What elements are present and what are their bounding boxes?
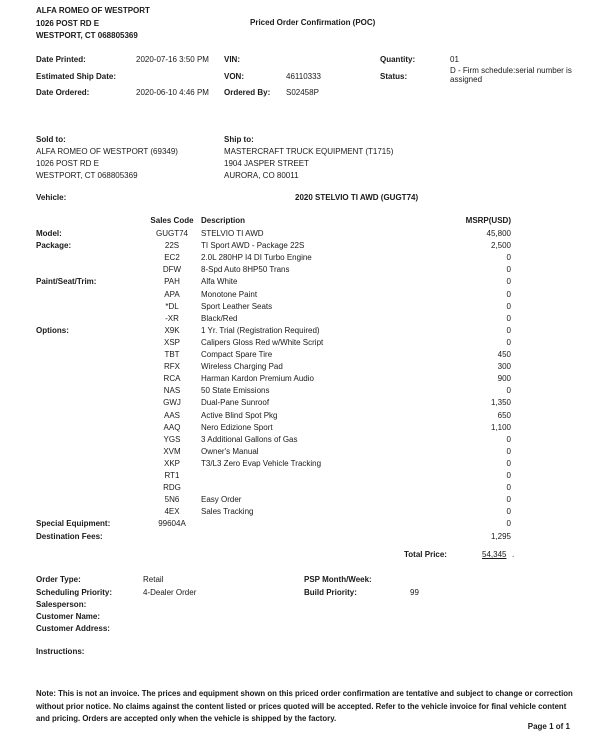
msrp-cell: 45,800 xyxy=(486,229,511,238)
description-cell: 2.0L 280HP I4 DI Turbo Engine xyxy=(201,253,312,263)
table-row xyxy=(0,423,602,435)
build-priority-value: 99 xyxy=(410,588,419,597)
table-row xyxy=(0,411,602,423)
sold-to-line3: WESTPORT, CT 068805369 xyxy=(36,171,138,180)
dealer-address-block xyxy=(36,5,150,43)
quantity-label: Quantity: xyxy=(380,55,416,64)
salesperson-label: Salesperson: xyxy=(36,600,87,609)
table-row xyxy=(0,350,602,362)
ship-to-line3: AURORA, CO 80011 xyxy=(224,171,299,180)
msrp-cell: 1,295 xyxy=(490,531,511,541)
table-header xyxy=(0,216,602,228)
msrp-cell: 900 xyxy=(497,374,511,384)
msrp-cell: 0 xyxy=(506,277,511,287)
ship-to-line1: MASTERCRAFT TRUCK EQUIPMENT (T1715) xyxy=(224,147,394,156)
ship-to-label: Ship to: xyxy=(224,135,254,144)
table-row xyxy=(0,471,602,483)
scheduling-priority-value: 4-Dealer Order xyxy=(143,588,197,597)
sales-code-cell: APA xyxy=(164,289,180,299)
table-row xyxy=(0,435,602,447)
description-cell: Dual-Pane Sunroof xyxy=(201,398,270,408)
sales-code-cell: *DL xyxy=(165,301,179,311)
table-row xyxy=(0,398,602,410)
est-ship-date-label: Estimated Ship Date: xyxy=(36,72,117,81)
msrp-cell: 0 xyxy=(506,289,511,299)
dealer-name: ALFA ROMEO OF WESTPORT xyxy=(36,6,150,15)
sales-code-cell: RFX xyxy=(164,362,180,372)
scheduling-priority-label: Scheduling Priority: xyxy=(36,588,113,597)
description-cell: 50 State Emissions xyxy=(201,386,270,396)
msrp-cell: 0 xyxy=(506,471,511,480)
sales-code-cell: -XR xyxy=(165,313,179,323)
table-row xyxy=(0,519,602,531)
msrp-cell: 300 xyxy=(497,362,511,372)
msrp-cell: 0 xyxy=(506,253,511,263)
msrp-cell: 0 xyxy=(506,265,511,275)
msrp-cell: 650 xyxy=(497,410,511,420)
table-row xyxy=(0,532,602,544)
msrp-cell: 0 xyxy=(506,386,511,396)
category-cell: Package: xyxy=(36,241,72,251)
table-row xyxy=(0,495,602,507)
total-price-period: . xyxy=(512,550,515,559)
status-label: Status: xyxy=(380,72,408,81)
msrp-cell: 0 xyxy=(506,313,511,323)
dealer-address-line1: 1026 POST RD E xyxy=(36,18,100,28)
description-cell: 3 Additional Gallons of Gas xyxy=(201,434,298,444)
table-row xyxy=(0,362,602,374)
sales-code-cell: XKP xyxy=(163,458,180,468)
category-cell: Special Equipment: xyxy=(36,519,111,529)
msrp-cell: 0 xyxy=(506,325,511,335)
msrp-cell: 1,100 xyxy=(490,422,511,432)
description-cell: Calipers Gloss Red w/White Script xyxy=(201,337,324,347)
sales-code-cell: GUGT74 xyxy=(155,229,188,238)
category-cell: Paint/Seat/Trim: xyxy=(36,277,97,287)
msrp-cell: 0 xyxy=(506,458,511,468)
total-price-value: 54,345 xyxy=(482,550,507,559)
table-row xyxy=(0,447,602,459)
msrp-cell: 0 xyxy=(506,483,511,493)
msrp-cell: 0 xyxy=(506,301,511,311)
sales-code-cell: 4EX xyxy=(164,507,180,517)
sales-code-cell: RT1 xyxy=(164,471,180,480)
vehicle-label: Vehicle: xyxy=(36,193,67,202)
date-ordered-value: 2020-06-10 4:46 PM xyxy=(136,88,209,97)
msrp-cell: 1,350 xyxy=(490,398,511,408)
sales-code-cell: NAS xyxy=(163,386,181,396)
table-row xyxy=(0,241,602,253)
msrp-cell: 0 xyxy=(506,495,511,505)
sales-code-cell: XVM xyxy=(163,446,181,456)
sales-code-cell: AAQ xyxy=(163,422,181,432)
instructions-label: Instructions: xyxy=(36,647,85,656)
description-cell: Sales Tracking xyxy=(201,507,254,517)
description-cell: Owner's Manual xyxy=(201,446,259,456)
table-row xyxy=(0,290,602,302)
sales-code-cell: X9K xyxy=(164,325,180,335)
description-cell: 1 Yr. Trial (Registration Required) xyxy=(201,325,320,335)
document-title: Priced Order Confirmation (POC) xyxy=(250,18,376,27)
sales-code-cell: DFW xyxy=(162,265,182,275)
ship-to-line2: 1904 JASPER STREET xyxy=(224,159,309,168)
order-type-value: Retail xyxy=(143,575,164,584)
sold-to-line1: ALFA ROMEO OF WESTPORT (69349) xyxy=(36,147,178,156)
msrp-cell: 450 xyxy=(497,350,511,359)
sales-code-cell: 22S xyxy=(164,241,180,251)
table-row xyxy=(0,507,602,519)
table-row xyxy=(0,326,602,338)
table-row xyxy=(0,374,602,386)
sales-code-cell: AAS xyxy=(163,410,180,420)
sales-code-cell: RDG xyxy=(163,483,181,493)
description-cell: T3/L3 Zero Evap Vehicle Tracking xyxy=(201,458,322,468)
category-cell: Destination Fees: xyxy=(36,531,103,541)
sales-code-cell: EC2 xyxy=(164,253,180,263)
disclaimer-note: Note: This is not an invoice. The prices and equipment shown on this priced order confirmation are tentative and subject to change or correction without prior notice. No claims against the content listed or prices quoted will be accepted. Refer to the vehicle invoice for final vehicle content and pricing. Orders are accepted only when the vehicle is shipped by the factory. xyxy=(36,689,573,723)
category-cell: Model: xyxy=(36,229,62,238)
description-cell: STELVIO TI AWD xyxy=(201,229,264,238)
status-value: D - Firm schedule:serial number is assigned xyxy=(450,66,572,84)
msrp-cell: 0 xyxy=(506,507,511,517)
page-number: Page 1 of 1 xyxy=(527,722,570,731)
sales-code-cell: TBT xyxy=(164,350,180,359)
table-row xyxy=(0,302,602,314)
description-cell: Alfa White xyxy=(201,277,238,287)
description-cell: Monotone Paint xyxy=(201,289,258,299)
sold-to-label: Sold to: xyxy=(36,135,66,144)
ordered-by-value: S02458P xyxy=(286,88,319,97)
table-row xyxy=(0,253,602,265)
order-type-label: Order Type: xyxy=(36,575,81,584)
sales-code-cell: PAH xyxy=(164,277,180,287)
description-cell: Black/Red xyxy=(201,313,238,323)
table-row xyxy=(0,386,602,398)
msrp-cell: 0 xyxy=(506,337,511,347)
von-value: 46110333 xyxy=(286,72,321,81)
total-price-label: Total Price: xyxy=(404,550,447,559)
msrp-cell: 0 xyxy=(506,519,511,529)
sales-code-cell: GWJ xyxy=(163,398,181,408)
psp-month-week-label: PSP Month/Week: xyxy=(304,575,372,584)
von-label: VON: xyxy=(224,72,244,81)
table-row xyxy=(0,459,602,471)
description-cell: TI Sport AWD - Package 22S xyxy=(201,241,305,251)
table-row xyxy=(0,314,602,326)
description-cell: Nero Edizione Sport xyxy=(201,422,273,432)
table-row xyxy=(0,338,602,350)
sales-code-header: Sales Code xyxy=(150,216,194,225)
sales-code-cell: 99604A xyxy=(158,519,186,529)
sold-to-line2: 1026 POST RD E xyxy=(36,159,99,168)
sales-code-cell: RCA xyxy=(163,374,181,384)
customer-address-label: Customer Address: xyxy=(36,624,110,633)
description-cell: Harman Kardon Premium Audio xyxy=(201,374,314,384)
quantity-value: 01 xyxy=(450,55,459,64)
category-cell: Options: xyxy=(36,325,69,335)
description-cell: Easy Order xyxy=(201,495,242,505)
date-ordered-label: Date Ordered: xyxy=(36,88,90,97)
date-printed-value: 2020-07-16 3:50 PM xyxy=(136,55,209,64)
description-cell: Wireless Charging Pad xyxy=(201,362,283,372)
dealer-address-line2: WESTPORT, CT 068805369 xyxy=(36,31,138,40)
sales-code-cell: 5N6 xyxy=(164,495,180,505)
sales-code-cell: XSP xyxy=(163,337,180,347)
table-row xyxy=(0,277,602,289)
description-cell: 8-Spd Auto 8HP50 Trans xyxy=(201,265,290,275)
build-priority-label: Build Priority: xyxy=(304,588,357,597)
table-row xyxy=(0,229,602,241)
description-header: Description xyxy=(201,216,246,225)
vehicle-value: 2020 STELVIO TI AWD (GUGT74) xyxy=(295,193,419,202)
date-printed-label: Date Printed: xyxy=(36,55,86,64)
description-cell: Compact Spare Tire xyxy=(201,350,273,359)
customer-name-label: Customer Name: xyxy=(36,612,101,621)
msrp-cell: 2,500 xyxy=(490,241,511,251)
description-cell: Sport Leather Seats xyxy=(201,301,273,311)
description-cell: Active Blind Spot Pkg xyxy=(201,410,278,420)
msrp-cell: 0 xyxy=(506,434,511,444)
ordered-by-label: Ordered By: xyxy=(224,88,271,97)
sales-code-cell: YGS xyxy=(163,434,181,444)
vin-label: VIN: xyxy=(224,55,240,64)
msrp-header: MSRP(USD) xyxy=(465,216,511,225)
table-row xyxy=(0,265,602,277)
table-row xyxy=(0,483,602,495)
msrp-cell: 0 xyxy=(506,446,511,456)
